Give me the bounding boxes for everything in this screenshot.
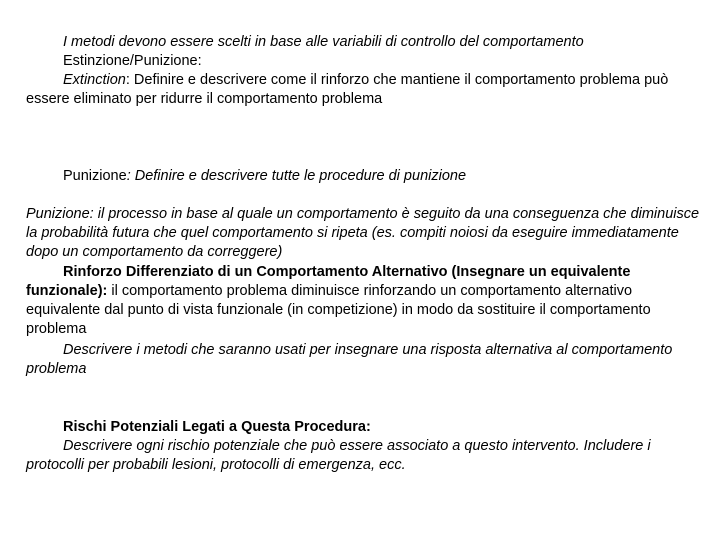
rinforzo-text: il comportamento problema diminuisce rinforzando un comportamento alternativo equivalente dal punto di vista funzionale (in competizione) in modo da sostituire il comportamento problema [26, 283, 651, 337]
punizione-term: Punizione [63, 168, 127, 184]
punizione-text: : Definire e descrivere tutte le procedure di punizione [126, 168, 467, 184]
extinction-paragraph [26, 71, 706, 109]
intro-line: I metodi devono essere scelti in base alle variabili di controllo del comportamento [63, 34, 584, 50]
estinzione-heading: Estinzione/Punizione: [63, 53, 202, 69]
rischi-paragraph: Descrivere ogni rischio potenziale che può essere associato a questo intervento. Includere i protocolli per probabili lesioni, protocolli di emergenza, ecc. [26, 438, 651, 473]
rinforzo-paragraph [26, 263, 706, 339]
punizione-definition: Punizione: il processo in base al quale un comportamento è seguito da una conseguenza che diminuisce la probabilità futura che quel comportamento si ripeta (es. compiti noiosi da eseguire immediatamente dopo un comportamento da correggere) [26, 206, 700, 260]
extinction-term: Extinction [63, 72, 126, 88]
rischi-heading: Rischi Potenziali Legati a Questa Procedura: [63, 419, 371, 435]
extinction-text: Definire e descrivere come il rinforzo che mantiene il comportamento problema può essere eliminato per ridurre il comportamento problema [26, 72, 669, 107]
punizione-paragraph [26, 167, 720, 186]
rinforzo-heading: Rinforzo Differenziato di un Comportamento Alternativo (Insegnare un equivalente funzionale): [26, 264, 631, 299]
extinction-colon: : [125, 72, 130, 88]
descrivere-metodi-paragraph: Descrivere i metodi che saranno usati per insegnare una risposta alternativa al comportamento problema [26, 342, 673, 377]
